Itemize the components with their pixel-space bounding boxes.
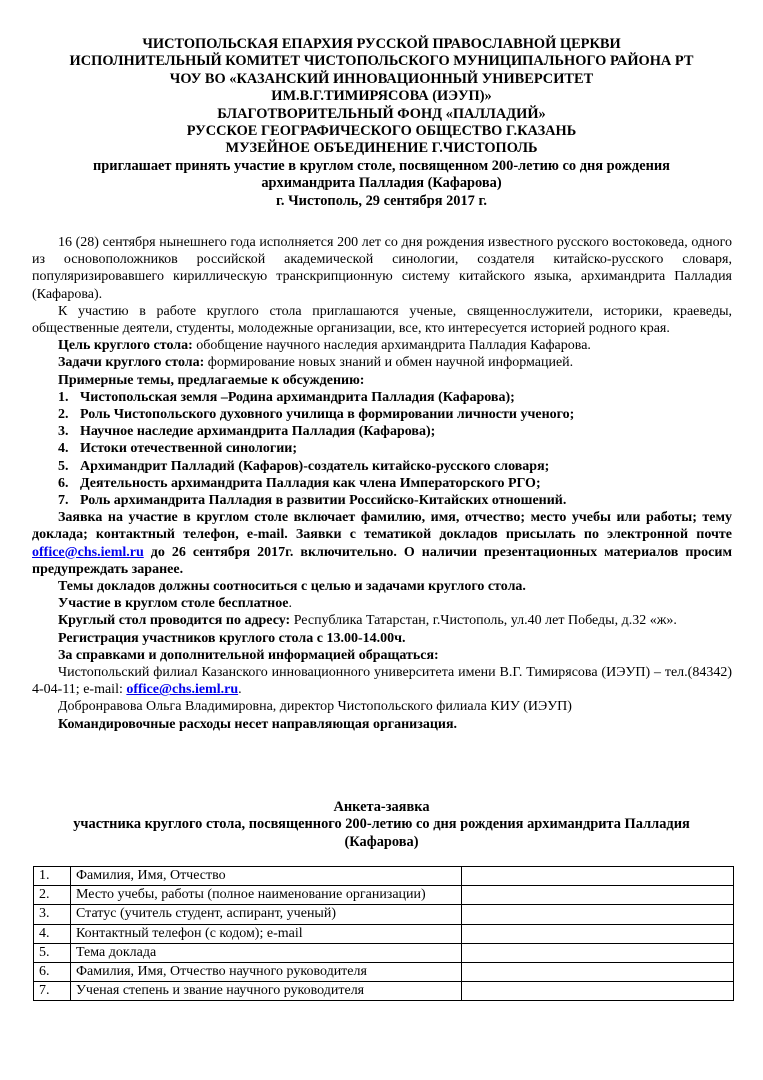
goal-paragraph — [32, 337, 732, 354]
list-item — [32, 458, 732, 475]
field-label: Статус (учитель студент, аспирант, ученый) — [71, 905, 462, 924]
topic-number: 7. — [58, 493, 69, 509]
field-label: Фамилия, Имя, Отчество — [71, 867, 462, 886]
topic-number: 4. — [58, 441, 69, 457]
tasks-label: Задачи круглого стола: — [58, 355, 205, 371]
contact-person: Добронравова Ольга Владимировна, директор Чистопольского филиала КИУ (ИЭУП) — [58, 699, 572, 715]
goal-text: обобщение научного наследия архимандрита Палладия Кафарова. — [192, 338, 591, 354]
free-dot: . — [288, 596, 292, 612]
address-paragraph — [32, 612, 732, 629]
goal-label: Цель круглого стола: — [58, 338, 193, 354]
topics-note: Темы докладов должны соотноситься с целью и задачами круглого стола. — [58, 579, 526, 595]
list-item — [32, 423, 732, 440]
application-text: Заявка на участие в круглом столе включает фамилию, имя, отчество; место учебы или работы; тему доклада; контактный телефон, e-mail. Заявки с тематикой докладов присылать по электронной почте — [32, 510, 732, 543]
intro-paragraph: 16 (28) сентября нынешнего года исполняется 200 лет со дня рождения известного русского востоковеда, одного из основоположников российской академической синологии, создателя китайско-русского словаря, популяризировавшего кириллическую транскрипционную систему китайского языка, архимандрита Палладия (Кафарова). — [32, 235, 732, 302]
header-line: ЧИСТОПОЛЬСКАЯ ЕПАРХИЯ РУССКОЙ ПРАВОСЛАВНОЙ ЦЕРКВИ — [142, 36, 621, 52]
row-number: 4. — [34, 924, 71, 943]
contacts-heading: За справками и дополнительной информацией обращаться: — [58, 647, 439, 663]
table-row — [34, 982, 734, 1001]
row-number: 3. — [34, 905, 71, 924]
list-item — [32, 492, 732, 509]
topic-text: Архимандрит Палладий (Кафаров)-создатель китайско-русского словаря; — [80, 458, 550, 474]
field-value-cell[interactable] — [462, 886, 734, 905]
header-line: г. Чистополь, 29 сентября 2017 г. — [276, 192, 487, 209]
table-row — [34, 943, 734, 962]
topic-number: 2. — [58, 407, 69, 423]
field-label: Ученая степень и звание научного руководителя — [71, 982, 462, 1001]
field-value-cell[interactable] — [462, 963, 734, 982]
row-number: 1. — [34, 867, 71, 886]
row-number: 6. — [34, 963, 71, 982]
form-title: Анкета-заявка — [333, 799, 430, 815]
header-line: БЛАГОТВОРИТЕЛЬНЫЙ ФОНД «ПАЛЛАДИЙ» — [217, 105, 546, 122]
table-row — [34, 905, 734, 924]
topics-heading: Примерные темы, предлагаемые к обсуждению: — [58, 372, 365, 388]
field-value-cell[interactable] — [462, 943, 734, 962]
invite-paragraph: К участию в работе круглого стола приглашаются ученые, священнослужители, историки, краеведы, общественные деятели, студенты, молодежные организации, все, кто интересуется историей родного края. — [32, 303, 732, 337]
contact-branch — [32, 664, 732, 698]
topic-text: Роль архимандрита Палладия в развитии Российско-Китайских отношений. — [80, 493, 567, 509]
header-line: ЧОУ ВО «КАЗАНСКИЙ ИННОВАЦИОННЫЙ УНИВЕРСИТЕТ — [169, 70, 594, 87]
list-item — [32, 475, 732, 492]
topics-list — [32, 389, 732, 509]
application-paragraph — [32, 509, 732, 578]
registration-paragraph: Регистрация участников круглого стола с 13.00-14.00ч. — [58, 630, 406, 646]
header-line: приглашает принять участие в круглом столе, посвященном 200-летию со дня рождения — [93, 157, 670, 174]
header-line: РУССКОЕ ГЕОГРАФИЧЕСКОГО ОБЩЕСТВО Г.КАЗАНЬ — [186, 123, 577, 140]
header-line: архимандрита Палладия (Кафарова) — [261, 175, 502, 192]
field-label: Тема доклада — [71, 943, 462, 962]
topic-text: Научное наследие архимандрита Палладия (Кафарова); — [80, 424, 436, 440]
field-label: Место учебы, работы (полное наименование организации) — [71, 886, 462, 905]
table-row — [34, 886, 734, 905]
application-email-link[interactable]: office@chs.ieml.ru — [32, 544, 144, 560]
table-row — [34, 963, 734, 982]
form-subtitle: участника круглого стола, посвященного 200-летию со дня рождения архимандрита Палладия — [73, 816, 690, 833]
row-number: 7. — [34, 982, 71, 1001]
field-label: Контактный телефон (с кодом); e-mail — [71, 924, 462, 943]
contact-end: . — [238, 682, 242, 698]
list-item — [32, 440, 732, 457]
tasks-paragraph — [32, 354, 732, 371]
free-text: Участие в круглом столе бесплатное — [58, 596, 289, 612]
document-header — [20, 36, 743, 210]
field-value-cell[interactable] — [462, 867, 734, 886]
address-text: Республика Татарстан, г.Чистополь, ул.40 лет Победы, д.32 «ж». — [290, 613, 677, 629]
row-number: 5. — [34, 943, 71, 962]
form-subtitle-end: (Кафарова) — [344, 833, 419, 850]
topic-number: 5. — [58, 458, 69, 474]
field-label: Фамилия, Имя, Отчество научного руководителя — [71, 963, 462, 982]
table-row — [34, 867, 734, 886]
header-line: МУЗЕЙНОЕ ОБЪЕДИНЕНИЕ Г.ЧИСТОПОЛЬ — [225, 140, 538, 157]
header-line: ИСПОЛНИТЕЛЬНЫЙ КОМИТЕТ ЧИСТОПОЛЬСКОГО МУНИЦИПАЛЬНОГО РАЙОНА РТ — [69, 53, 694, 70]
header-line: ИМ.В.Г.ТИМИРЯСОВА (ИЭУП)» — [271, 88, 492, 105]
topic-number: 6. — [58, 475, 69, 491]
contact-email-link[interactable]: office@chs.ieml.ru — [126, 682, 239, 698]
table-row — [34, 924, 734, 943]
topic-number: 3. — [58, 424, 69, 440]
field-value-cell[interactable] — [462, 924, 734, 943]
tasks-text: формирование новых знаний и обмен научной информацией. — [204, 355, 574, 371]
topic-text: Истоки отечественной синологии; — [80, 441, 297, 457]
free-participation — [32, 595, 732, 612]
topic-text: Роль Чистопольского духовного училища в формировании личности ученого; — [80, 407, 575, 423]
list-item — [32, 406, 732, 423]
contact-branch-text: Чистопольский филиал Казанского инновационного университета имени В.Г. Тимирясова (ИЭУП) – тел.(84342) 4-04-11; e-mail: — [32, 665, 732, 698]
form-heading — [20, 799, 743, 851]
row-number: 2. — [34, 886, 71, 905]
application-form-table — [33, 866, 734, 1001]
application-text-end: до 26 сентября 2017г. включительно. О наличии презентационных материалов просим предупреждать заранее. — [32, 544, 732, 577]
topic-number: 1. — [58, 389, 69, 405]
document-body — [32, 234, 732, 733]
topic-text: Чистопольская земля –Родина архимандрита Палладия (Кафарова); — [80, 389, 515, 405]
topic-text: Деятельность архимандрита Палладия как члена Императорского РГО; — [80, 475, 541, 491]
expenses-paragraph: Командировочные расходы несет направляющая организация. — [58, 716, 458, 732]
field-value-cell[interactable] — [462, 982, 734, 1001]
address-label: Круглый стол проводится по адресу: — [58, 613, 291, 629]
list-item — [32, 389, 732, 406]
field-value-cell[interactable] — [462, 905, 734, 924]
